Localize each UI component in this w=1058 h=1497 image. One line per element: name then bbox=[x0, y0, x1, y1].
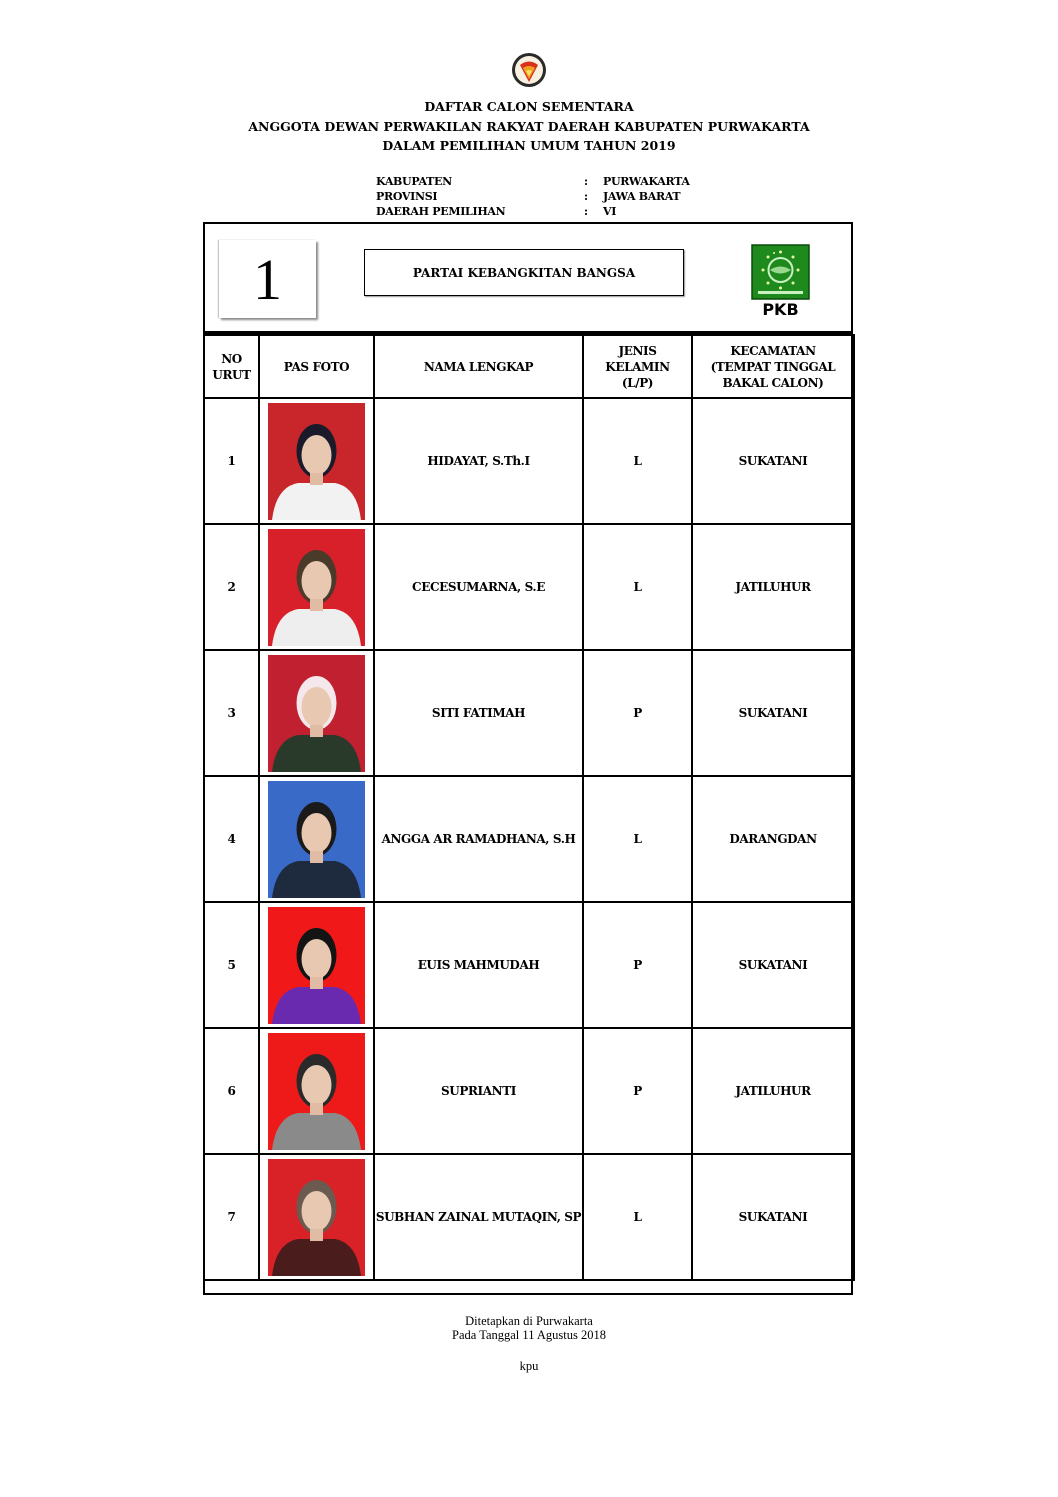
doc-subtitle: ANGGOTA DEWAN PERWAKILAN RAKYAT DAERAH KABUPATEN PURWAKARTA bbox=[248, 119, 810, 134]
candidate-no: 1 bbox=[204, 398, 259, 524]
candidate-photo-cell bbox=[259, 1028, 374, 1154]
candidate-photo-cell bbox=[259, 776, 374, 902]
candidate-district: SUKATANI bbox=[692, 398, 854, 524]
col-header-name: NAMA LENGKAP bbox=[374, 335, 583, 398]
pkb-logo bbox=[750, 243, 811, 318]
candidate-photo bbox=[268, 403, 365, 520]
party-name: PARTAI KEBANGKITAN BANGSA bbox=[364, 249, 684, 296]
col-header-no: NO URUT bbox=[204, 335, 259, 398]
footer-place: Ditetapkan di Purwakarta bbox=[465, 1314, 593, 1328]
kpu-logo bbox=[511, 52, 547, 88]
candidate-photo bbox=[268, 655, 365, 772]
table-row bbox=[204, 776, 854, 902]
candidate-photo bbox=[268, 1159, 365, 1276]
candidate-name: EUIS MAHMUDAH bbox=[374, 902, 583, 1028]
candidate-photo bbox=[268, 529, 365, 646]
meta-label-provinsi: PROVINSI bbox=[376, 190, 438, 203]
table-row bbox=[204, 398, 854, 524]
meta-colon: : bbox=[584, 205, 588, 218]
candidate-name: SITI FATIMAH bbox=[374, 650, 583, 776]
candidate-table bbox=[203, 334, 855, 1281]
candidate-no: 5 bbox=[204, 902, 259, 1028]
candidate-photo-cell bbox=[259, 398, 374, 524]
doc-subtitle-year: DALAM PEMILIHAN UMUM TAHUN 2019 bbox=[382, 138, 676, 153]
candidate-district: SUKATANI bbox=[692, 902, 854, 1028]
candidate-photo bbox=[268, 907, 365, 1024]
candidate-gender: L bbox=[583, 398, 692, 524]
meta-value-dapil: VI bbox=[603, 205, 617, 218]
table-row bbox=[204, 1028, 854, 1154]
table-header-row bbox=[204, 335, 854, 398]
table-row bbox=[204, 1154, 854, 1280]
candidate-district: DARANGDAN bbox=[692, 776, 854, 902]
table-row bbox=[204, 650, 854, 776]
candidate-gender: P bbox=[583, 650, 692, 776]
candidate-photo-cell bbox=[259, 1154, 374, 1280]
col-header-district: KECAMATAN (TEMPAT TINGGAL BAKAL CALON) bbox=[692, 335, 854, 398]
candidate-district: SUKATANI bbox=[692, 1154, 854, 1280]
col-header-gender: JENIS KELAMIN (L/P) bbox=[583, 335, 692, 398]
col-header-photo: PAS FOTO bbox=[259, 335, 374, 398]
candidate-name: CECESUMARNA, S.E bbox=[374, 524, 583, 650]
candidate-gender: L bbox=[583, 524, 692, 650]
candidate-photo-cell bbox=[259, 524, 374, 650]
candidate-district: JATILUHUR bbox=[692, 524, 854, 650]
candidate-name: SUPRIANTI bbox=[374, 1028, 583, 1154]
candidate-district: JATILUHUR bbox=[692, 1028, 854, 1154]
meta-value-provinsi: JAWA BARAT bbox=[603, 190, 681, 203]
candidate-photo-cell bbox=[259, 650, 374, 776]
candidate-gender: P bbox=[583, 902, 692, 1028]
candidate-no: 3 bbox=[204, 650, 259, 776]
candidate-name: SUBHAN ZAINAL MUTAQIN, SP bbox=[374, 1154, 583, 1280]
candidate-no: 4 bbox=[204, 776, 259, 902]
candidate-gender: L bbox=[583, 776, 692, 902]
candidate-name: ANGGA AR RAMADHANA, S.H bbox=[374, 776, 583, 902]
candidate-photo-cell bbox=[259, 902, 374, 1028]
candidate-gender: P bbox=[583, 1028, 692, 1154]
candidate-photo bbox=[268, 781, 365, 898]
candidate-district: SUKATANI bbox=[692, 650, 854, 776]
candidate-photo bbox=[268, 1033, 365, 1150]
meta-label-dapil: DAERAH PEMILIHAN bbox=[376, 205, 506, 218]
meta-value-kabupaten: PURWAKARTA bbox=[603, 175, 690, 188]
footer-date: Pada Tanggal 11 Agustus 2018 bbox=[452, 1328, 606, 1342]
table-row bbox=[204, 902, 854, 1028]
candidate-name: HIDAYAT, S.Th.I bbox=[374, 398, 583, 524]
meta-colon: : bbox=[584, 175, 588, 188]
footer-signature: kpu bbox=[519, 1359, 539, 1373]
doc-title: DAFTAR CALON SEMENTARA bbox=[424, 99, 634, 114]
candidate-no: 7 bbox=[204, 1154, 259, 1280]
meta-colon: : bbox=[584, 190, 588, 203]
candidate-no: 2 bbox=[204, 524, 259, 650]
pkb-logo-text: PKB bbox=[762, 300, 799, 318]
meta-label-kabupaten: KABUPATEN bbox=[376, 175, 452, 188]
candidate-no: 6 bbox=[204, 1028, 259, 1154]
party-number: 1 bbox=[219, 240, 316, 318]
table-row bbox=[204, 524, 854, 650]
candidate-gender: L bbox=[583, 1154, 692, 1280]
